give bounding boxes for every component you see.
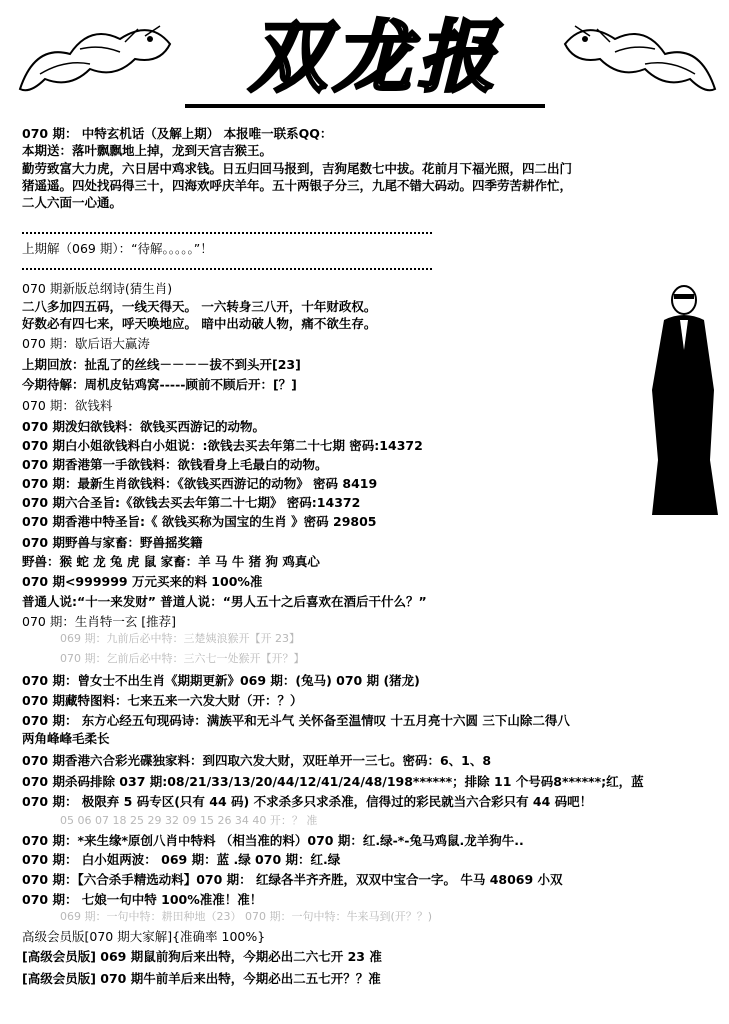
text-line: 070 期香港六合彩光碟独家料：到四取六发大财，双旺单开一三七。密码：6、1、8 [22, 753, 492, 768]
text-line: 070 期白小姐欲钱料白小姐说：:欲钱去买去年第二十七期 密码:14372 [22, 438, 423, 453]
text-line: 070 期：欲钱料 [22, 398, 113, 413]
text-line: 普通人说:“十一来发财” 普道人说：“男人五十之后喜欢在酒后干什么？” [22, 594, 427, 609]
text-line: 070 期： 中特玄机话（及解上期） 本报唯一联系QQ： [22, 126, 333, 141]
text-line: 070 期：*来生缘*原创八肖中特料 （相当准的料）070 期：红.绿-*-兔马鸡鼠.龙羊狗牛.. [22, 833, 524, 848]
text-line: 本期送：落叶飘飘地上掉，龙到天宫吉猴王。 [22, 143, 273, 158]
text-line: 070 期：【六合杀手精选动料】070 期： 红绿各半齐齐胜，双双中宝合一字。 牛马 48069 小双 [22, 872, 563, 887]
masthead-title: 双龙报 [248, 12, 501, 103]
text-line: 野兽：猴 蛇 龙 兔 虎 鼠 家畜：羊 马 牛 猪 狗 鸡真心 [22, 554, 320, 569]
text-line: 070 期野兽与家畜：野兽摇奖籍 [22, 535, 203, 550]
text-line: 070 期：歇后语大赢涛 [22, 336, 150, 351]
text-line: 070 期<999999 万元买来的料 100%准 [22, 574, 263, 589]
text-line: 069 期：九前后必中特：三楚姨浪猴开【开 23】 [60, 632, 300, 645]
text-line: 好数必有四七来，呼天唤地应。 暗中出动破人物，痛不欲生存。 [22, 316, 377, 331]
text-line: 二八多加四五码，一线天得天。 一六转身三八开，十年财政权。 [22, 299, 377, 314]
text-line: 070 期： 极限弃 5 码专区(只有 44 码) 不求杀多只求杀准，信得过的彩民就当六合彩只有 44 码吧！ [22, 794, 593, 809]
text-line: 070 期杀码排除 037 期:08/21/33/13/20/44/12/41/24/48/198******；排除 11 个号码8******;红，蓝 [22, 774, 644, 789]
dragon-left-icon [10, 4, 180, 104]
text-line: 上期解（069 期）：“待解。。。。。”！ [22, 241, 213, 256]
text-line: 070 期： 白小姐两波： 069 期：蓝 .绿 070 期：红.绿 [22, 852, 341, 867]
text-line: [高级会员版] 069 期鼠前狗后来出特，今期必出二六七开 23 准 [22, 949, 382, 964]
text-line: 05 06 07 18 25 29 32 09 15 26 34 40 开：？ 准 [60, 814, 318, 827]
text-line: 070 期：生肖特一玄 [推荐] [22, 614, 177, 629]
text-line: 070 期泼妇欲钱料：欲钱买西游记的动物。 [22, 419, 265, 434]
separator-line [22, 268, 432, 270]
text-line: 070 期香港第一手欲钱料：欲钱看身上毛最白的动物。 [22, 457, 328, 472]
text-line: 070 期： 东方心经五句现码诗：满族平和无斗气 关怀备至温情叹 十五月亮十六圆 三下山除二得八 [22, 713, 570, 728]
text-line: 070 期藏特图料：七来五来一六发大财（开：？） [22, 693, 303, 708]
text-line: 070 期香港中特圣旨:《 欲钱买称为国宝的生肖 》密码 29805 [22, 514, 377, 529]
text-line: 两角峰峰毛柔长 [22, 731, 110, 746]
text-line: 070 期：乞前后必中特：三六七一处猴开【开？】 [60, 652, 305, 665]
text-line: 二人六面一心通。 [22, 195, 123, 210]
text-line: 高级会员版[070 期大家解]{准确率 100%} [22, 929, 266, 944]
text-line: 今期待解：周机皮钻鸡窝-----顾前不顾后开：[？] [22, 377, 297, 392]
text-line: [高级会员版] 070 期牛前羊后来出特，今期必出二五七开？？准 [22, 971, 381, 986]
person-figure-icon [640, 280, 722, 520]
text-line: 069 期：一句中特：耕田种地（23） 070 期：一句中特：牛来马到(开？？) [60, 910, 433, 923]
dragon-right-icon [550, 4, 725, 104]
text-line: 勤劳致富大力虎，六日居中鸡求钱。日五归回马报到，吉狗尾数七中拔。花前月下福光照，四二出门 [22, 161, 573, 176]
separator-line [22, 232, 432, 234]
text-line: 上期回放：扯乱了的丝线－－－－拔不到头开[23] [22, 357, 301, 372]
text-line: 070 期：曾女士不出生肖《期期更新》069 期：(兔马) 070 期 (猪龙) [22, 673, 420, 688]
text-line: 070 期新版总纲诗(猜生肖) [22, 281, 173, 296]
text-line: 070 期六合圣旨:《欲钱去买去年第二十七期》 密码:14372 [22, 495, 361, 510]
text-line: 猪遥遥。四处找码得三十，四海欢呼庆羊年。五十两银子分三，九尾不错大码动。四季劳苦耕作忙， [22, 178, 573, 193]
masthead-rule [185, 104, 545, 108]
text-line: 070 期：最新生肖欲钱料：《欲钱买西游记的动物》 密码 8419 [22, 476, 378, 491]
text-line: 070 期： 七娘一句中特 100%准准！准！ [22, 892, 263, 907]
